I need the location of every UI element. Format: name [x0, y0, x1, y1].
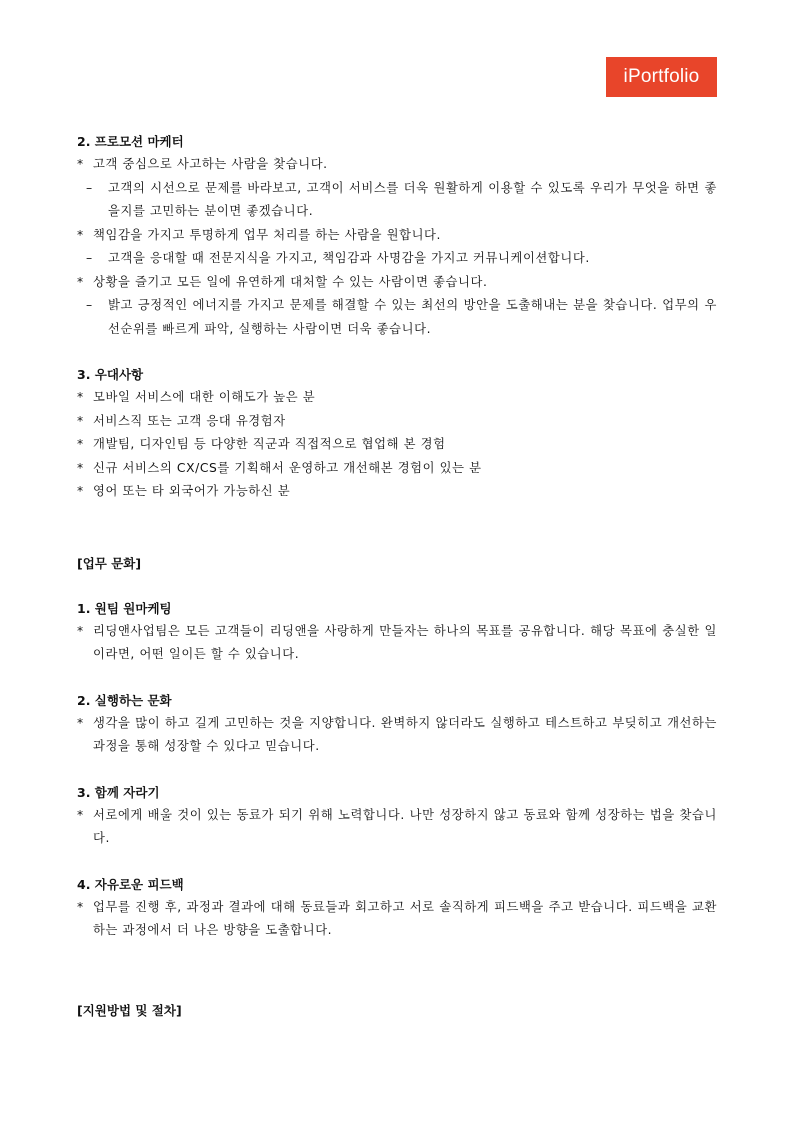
- list-item: * 모바일 서비스에 대한 이해도가 높은 분: [77, 390, 316, 404]
- list-subitem: – 고객의 시선으로 문제를 바라보고, 고객이 서비스를 더욱 원활하게 이용할 수 있도록 우리가 무엇을 하면 좋을지를 고민하는 분이면 좋겠습니다.: [86, 180, 717, 218]
- list-item: * 업무를 진행 후, 과정과 결과에 대해 동료들과 회고하고 서로 솔직하게 피드백을 주고 받습니다. 피드백을 교환하는 과정에서 더 나은 방향을 도출합니다.: [77, 899, 717, 937]
- list-item: * 서로에게 배울 것이 있는 동료가 되기 위해 노력합니다. 나만 성장하지 않고 동료와 함께 성장하는 법을 찾습니다.: [77, 807, 717, 845]
- section-title-work-culture: [업무 문화]: [77, 555, 142, 571]
- iportfolio-logo: iPortfolio: [606, 57, 717, 97]
- culture-title-one-team: 1. 원팀 원마케팅: [77, 600, 172, 616]
- culture-title-grow-together: 3. 함께 자라기: [77, 784, 160, 800]
- list-item: * 책임감을 가지고 투명하게 업무 처리를 하는 사람을 원합니다.: [77, 227, 442, 242]
- document-body: [77, 130, 717, 1022]
- list-item: * 고객 중심으로 사고하는 사람을 찾습니다.: [77, 157, 328, 171]
- section-title-promotion-marketer: 2. 프로모션 마케터: [77, 134, 184, 149]
- list-subitem: – 밝고 긍정적인 에너지를 가지고 문제를 해결할 수 있는 최선의 방안을 도출해내는 분을 찾습니다. 업무의 우선순위를 빠르게 파악, 실행하는 사람이면 더욱 좋습니다.: [86, 298, 717, 336]
- section-title-preferred: 3. 우대사항: [77, 367, 144, 382]
- culture-title-execution: 2. 실행하는 문화: [77, 692, 172, 708]
- list-item: * 신규 서비스의 CX/CS를 기획해서 운영하고 개선해본 경험이 있는 분: [77, 460, 482, 475]
- list-subitem: – 고객을 응대할 때 전문지식을 가지고, 책임감과 사명감을 가지고 커뮤니케이션합니다.: [86, 251, 590, 265]
- list-item: * 영어 또는 타 외국어가 가능하신 분: [77, 484, 291, 498]
- list-item: * 개발팀, 디자인팀 등 다양한 직군과 직접적으로 협업해 본 경험: [77, 437, 446, 451]
- section-title-application: [지원방법 및 절차]: [77, 1002, 182, 1018]
- list-item: * 리딩앤사업팀은 모든 고객들이 리딩앤을 사랑하게 만들자는 하나의 목표를 공유합니다. 해당 목표에 충실한 일이라면, 어떤 일이든 할 수 있습니다.: [77, 623, 717, 661]
- culture-title-feedback: 4. 자유로운 피드백: [77, 876, 184, 892]
- list-item: * 상황을 즐기고 모든 일에 유연하게 대처할 수 있는 사람이면 좋습니다.: [77, 274, 488, 289]
- list-item: * 서비스직 또는 고객 응대 유경험자: [77, 413, 286, 428]
- list-item: * 생각을 많이 하고 길게 고민하는 것을 지양합니다. 완벽하지 않더라도 실행하고 테스트하고 부딪히고 개선하는 과정을 통해 성장할 수 있다고 믿습니다.: [77, 715, 717, 753]
